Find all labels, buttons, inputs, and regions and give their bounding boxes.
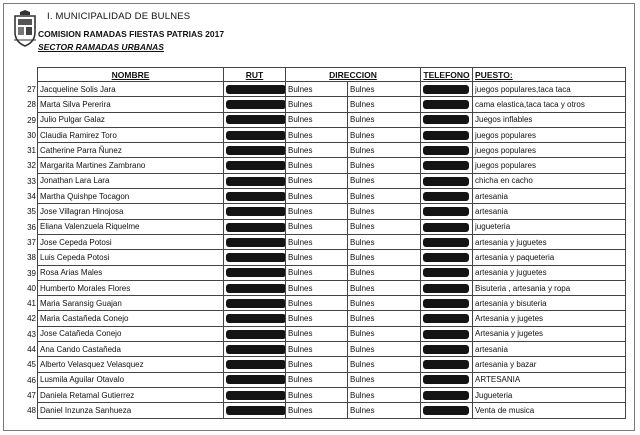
redaction-mark [423,146,469,155]
cell-rut [224,143,286,158]
table-row [38,326,626,341]
cell-puesto: chicha en cacho [473,173,626,188]
cell-direccion-1: Bulnes [286,112,348,127]
cell-telefono [421,112,473,127]
cell-rut [224,372,286,387]
table-row [38,357,626,372]
cell-direccion-2: Bulnes [348,326,421,341]
cell-puesto: artesania [473,204,626,219]
row-number: 41 [27,299,36,309]
redaction-mark [226,345,286,354]
cell-puesto: Juegos inflables [473,112,626,127]
table-row [38,234,626,249]
redaction-mark [423,345,469,354]
row-number: 43 [27,329,36,339]
cell-nombre: Eliana Valenzuela Riquelme [38,219,224,234]
cell-puesto: Artesania y jugetes [473,326,626,341]
cell-direccion-1: Bulnes [286,234,348,249]
cell-telefono [421,326,473,341]
cell-telefono [421,204,473,219]
cell-direccion-1: Bulnes [286,265,348,280]
cell-telefono [421,357,473,372]
cell-direccion-1: Bulnes [286,173,348,188]
cell-nombre: Daniela Retamal Gutierrez [38,387,224,402]
row-number: 37 [27,237,36,247]
row-number: 35 [27,207,36,217]
row-number: 39 [27,268,36,278]
cell-telefono [421,158,473,173]
cell-direccion-2: Bulnes [348,143,421,158]
cell-direccion-1: Bulnes [286,387,348,402]
redaction-mark [423,314,469,323]
cell-rut [224,387,286,402]
table-row [38,387,626,402]
cell-telefono [421,372,473,387]
cell-nombre: Daniel Inzunza Sanhueza [38,403,224,418]
cell-puesto: Bisuteria , artesania y ropa [473,280,626,295]
cell-direccion-1: Bulnes [286,97,348,112]
row-number: 29 [27,115,36,125]
cell-puesto: artesania y paqueteria [473,250,626,265]
cell-direccion-2: Bulnes [348,219,421,234]
cell-rut [224,403,286,418]
cell-direccion-1: Bulnes [286,311,348,326]
cell-nombre: Jose Villagran Hinojosa [38,204,224,219]
redaction-mark [423,406,469,415]
redaction-mark [226,360,286,369]
cell-direccion-2: Bulnes [348,280,421,295]
row-number-column [24,82,38,419]
cell-nombre: Catherine Parra Ñunez [38,143,224,158]
cell-puesto: juegos populares [473,127,626,142]
cell-telefono [421,342,473,357]
cell-nombre: Marta Silva Pererira [38,97,224,112]
cell-telefono [421,173,473,188]
cell-direccion-2: Bulnes [348,204,421,219]
cell-direccion-2: Bulnes [348,173,421,188]
redaction-mark [226,299,286,308]
redaction-mark [423,391,469,400]
redaction-mark [423,207,469,216]
cell-telefono [421,82,473,97]
cell-nombre: Rosa Arias Males [38,265,224,280]
row-number: 32 [27,161,36,171]
cell-direccion-2: Bulnes [348,265,421,280]
redaction-mark [226,115,286,124]
redaction-mark [226,391,286,400]
row-number: 47 [27,390,36,400]
table-row [38,173,626,188]
cell-rut [224,97,286,112]
row-number: 34 [27,192,36,202]
redaction-mark [423,177,469,186]
redaction-mark [423,238,469,247]
redaction-mark [423,192,469,201]
table-row [38,127,626,142]
table-header-row [38,68,626,82]
cell-nombre: Margarita Martines Zambrano [38,158,224,173]
cell-nombre: Ana Cando Castañeda [38,342,224,357]
cell-rut [224,204,286,219]
cell-rut [224,250,286,265]
cell-direccion-2: Bulnes [348,296,421,311]
cell-direccion-2: Bulnes [348,403,421,418]
cell-direccion-2: Bulnes [348,372,421,387]
cell-nombre: Alberto Velasquez Velasquez [38,357,224,372]
cell-rut [224,311,286,326]
redaction-mark [226,238,286,247]
cell-direccion-1: Bulnes [286,189,348,204]
cell-puesto: juegos populares [473,158,626,173]
row-number: 45 [27,360,36,370]
row-number: 48 [27,406,36,416]
cell-rut [224,342,286,357]
cell-telefono [421,296,473,311]
row-number: 44 [27,345,36,355]
row-number: 30 [27,130,36,140]
cell-puesto: artesania y juguetes [473,234,626,249]
row-number: 46 [27,375,36,385]
column-header-rut: RUT [224,68,286,82]
cell-direccion-1: Bulnes [286,296,348,311]
table-row [38,342,626,357]
cell-direccion-1: Bulnes [286,357,348,372]
cell-nombre: Lusmila Aguilar Otavalo [38,372,224,387]
cell-telefono [421,189,473,204]
cell-puesto: artesania y bisuteria [473,296,626,311]
redaction-mark [226,284,286,293]
cell-telefono [421,143,473,158]
cell-puesto: ARTESANIA [473,372,626,387]
table-row [38,265,626,280]
cell-nombre: Martha Quishpe Tocagon [38,189,224,204]
table-row [38,112,626,127]
column-header-puesto: PUESTO: [473,68,626,82]
redaction-mark [423,360,469,369]
redaction-mark [423,330,469,339]
redaction-mark [226,330,286,339]
redaction-mark [423,85,469,94]
cell-rut [224,296,286,311]
cell-rut [224,265,286,280]
redaction-mark [226,268,286,277]
cell-nombre: Jonathan Lara Lara [38,173,224,188]
redaction-mark [423,253,469,262]
redaction-mark [423,375,469,384]
cell-telefono [421,127,473,142]
cell-puesto: juegos populares [473,143,626,158]
cell-direccion-2: Bulnes [348,387,421,402]
cell-puesto: artesania y bazar [473,357,626,372]
redaction-mark [423,161,469,170]
cell-direccion-2: Bulnes [348,311,421,326]
cell-direccion-1: Bulnes [286,403,348,418]
cell-rut [224,158,286,173]
redaction-mark [226,223,286,232]
table-row [38,82,626,97]
municipality-title: I. MUNICIPALIDAD DE BULNES [47,11,191,22]
cell-direccion-2: Bulnes [348,234,421,249]
cell-puesto: Artesania y jugetes [473,311,626,326]
column-header-nombre: NOMBRE [38,68,224,82]
cell-puesto: jugueteria [473,219,626,234]
table-row [38,250,626,265]
redaction-mark [423,115,469,124]
cell-puesto: Jugueteria [473,387,626,402]
cell-telefono [421,97,473,112]
cell-direccion-2: Bulnes [348,127,421,142]
cell-puesto: juegos populares,taca taca [473,82,626,97]
table-row [38,97,626,112]
cell-direccion-2: Bulnes [348,189,421,204]
redaction-mark [423,223,469,232]
cell-direccion-1: Bulnes [286,204,348,219]
sector-title: SECTOR RAMADAS URBANAS [38,42,164,52]
redaction-mark [423,100,469,109]
cell-direccion-2: Bulnes [348,250,421,265]
row-number: 42 [27,314,36,324]
cell-telefono [421,311,473,326]
cell-direccion-2: Bulnes [348,357,421,372]
table-row [38,143,626,158]
cell-direccion-1: Bulnes [286,127,348,142]
cell-rut [224,234,286,249]
table-row [38,372,626,387]
column-header-direccion: DIRECCION [286,68,421,82]
cell-direccion-2: Bulnes [348,342,421,357]
cell-direccion-1: Bulnes [286,82,348,97]
redaction-mark [423,268,469,277]
cell-direccion-1: Bulnes [286,219,348,234]
redaction-mark [226,406,286,415]
cell-puesto: artesania [473,189,626,204]
cell-telefono [421,387,473,402]
cell-puesto: artesania [473,342,626,357]
cell-nombre: Jacqueline Solis Jara [38,82,224,97]
cell-rut [224,82,286,97]
cell-nombre: Jose Cepeda Potosi [38,234,224,249]
table-row [38,296,626,311]
table-row [38,280,626,295]
cell-direccion-2: Bulnes [348,158,421,173]
row-number: 28 [27,100,36,110]
table-row [38,158,626,173]
redaction-mark [226,146,286,155]
redaction-mark [226,253,286,262]
vendor-table [37,67,626,419]
cell-rut [224,219,286,234]
cell-puesto: Venta de musica [473,403,626,418]
redaction-mark [423,131,469,140]
row-number: 31 [27,146,36,156]
cell-telefono [421,403,473,418]
cell-nombre: Luis Cepeda Potosi [38,250,224,265]
redaction-mark [423,299,469,308]
table-row [38,204,626,219]
cell-telefono [421,234,473,249]
row-number: 27 [27,85,36,94]
redaction-mark [226,131,286,140]
redaction-mark [423,284,469,293]
cell-nombre: Julio Pulgar Galaz [38,112,224,127]
cell-puesto: cama elastica,taca taca y otros [473,97,626,112]
commission-title: COMISION RAMADAS FIESTAS PATRIAS 2017 [38,29,225,39]
cell-direccion-1: Bulnes [286,372,348,387]
cell-direccion-1: Bulnes [286,250,348,265]
cell-telefono [421,280,473,295]
column-header-telefono: TELEFONO [421,68,473,82]
cell-telefono [421,250,473,265]
redaction-mark [226,100,286,109]
row-number: 33 [27,176,36,186]
cell-puesto: artesania y juguetes [473,265,626,280]
redaction-mark [226,314,286,323]
redaction-mark [226,192,286,201]
cell-rut [224,357,286,372]
cell-direccion-1: Bulnes [286,342,348,357]
row-number: 36 [27,222,36,232]
cell-nombre: Humberto Morales Flores [38,280,224,295]
cell-direccion-2: Bulnes [348,97,421,112]
cell-nombre: Jose Catañeda Conejo [38,326,224,341]
table-row [38,189,626,204]
table-row [38,403,626,418]
cell-direccion-2: Bulnes [348,112,421,127]
cell-nombre: Maria Castañeda Conejo [38,311,224,326]
cell-rut [224,189,286,204]
cell-rut [224,112,286,127]
row-number: 38 [27,253,36,263]
table-row [38,219,626,234]
cell-rut [224,326,286,341]
cell-nombre: Claudia Ramirez Toro [38,127,224,142]
cell-direccion-1: Bulnes [286,326,348,341]
cell-direccion-1: Bulnes [286,158,348,173]
cell-direccion-1: Bulnes [286,143,348,158]
municipal-crest-icon [12,10,38,48]
table-row [38,311,626,326]
cell-telefono [421,265,473,280]
redaction-mark [226,375,286,384]
cell-rut [224,173,286,188]
redaction-mark [226,85,286,94]
redaction-mark [226,207,286,216]
redaction-mark [226,177,286,186]
cell-nombre: Maria Saransig Guajan [38,296,224,311]
row-number: 40 [27,283,36,293]
cell-direccion-1: Bulnes [286,280,348,295]
cell-rut [224,127,286,142]
cell-telefono [421,219,473,234]
cell-rut [224,280,286,295]
redaction-mark [226,161,286,170]
cell-direccion-2: Bulnes [348,82,421,97]
